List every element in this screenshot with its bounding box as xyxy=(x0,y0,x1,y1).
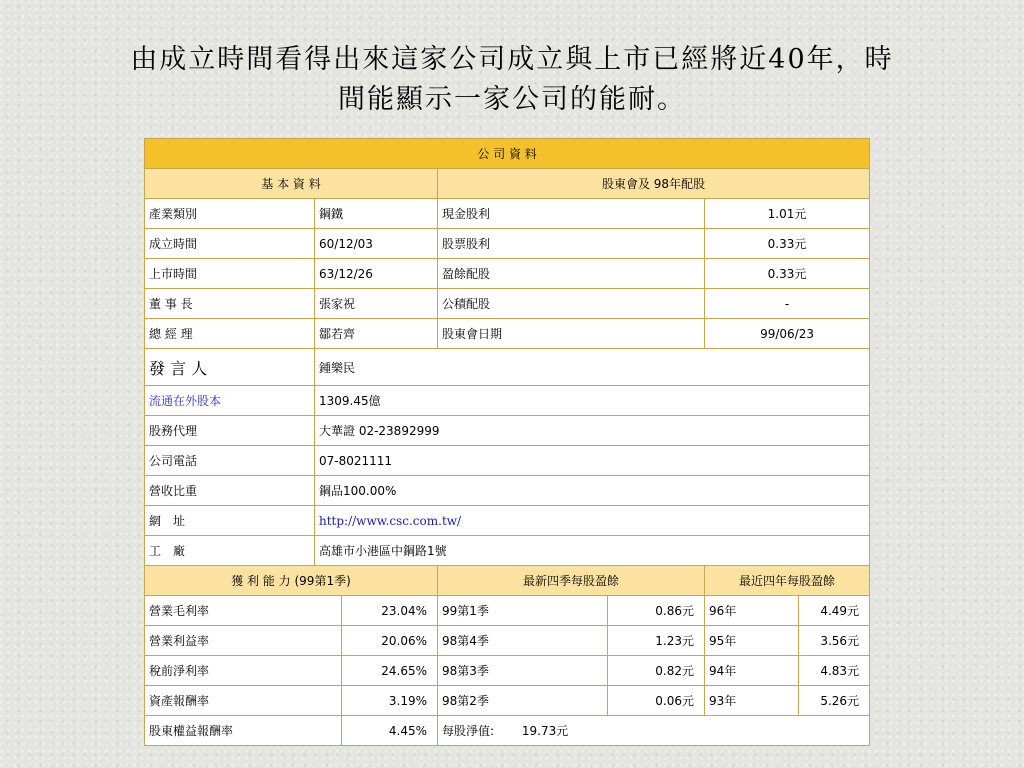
year-label: 94年 xyxy=(705,656,799,686)
basic-value: 60/12/03 xyxy=(315,229,438,259)
quarter-eps-value: 0.82元 xyxy=(608,656,705,686)
quarterly-eps-header: 最新四季每股盈餘 xyxy=(438,566,705,596)
table-row xyxy=(145,229,870,259)
phone-value: 07-8021111 xyxy=(315,446,870,476)
website-cell xyxy=(315,506,870,536)
quarter-eps-value: 0.86元 xyxy=(608,596,705,626)
table-row xyxy=(145,319,870,349)
profit-value: 23.04% xyxy=(342,596,438,626)
factory-value: 高雄市小港區中鋼路1號 xyxy=(315,536,870,566)
spokesperson-label: 發 言 人 xyxy=(145,349,315,386)
table-row xyxy=(145,289,870,319)
nav-cell xyxy=(438,716,870,746)
profit-label: 營業毛利率 xyxy=(145,596,342,626)
profitability-header: 獲 利 能 力 (99第1季) xyxy=(145,566,438,596)
dividend-value: 99/06/23 xyxy=(705,319,870,349)
revenue-mix-value: 鋼品100.00% xyxy=(315,476,870,506)
dividend-label: 盈餘配股 xyxy=(438,259,705,289)
spokesperson-value: 鍾樂民 xyxy=(315,349,870,386)
table-row xyxy=(145,349,870,386)
table-row xyxy=(145,506,870,536)
basic-info-header: 基 本 資 料 xyxy=(145,169,438,199)
table-row xyxy=(145,656,870,686)
table-row xyxy=(145,446,870,476)
quarter-label: 98第3季 xyxy=(438,656,608,686)
dividend-header: 股東會及 98年配股 xyxy=(438,169,870,199)
basic-label: 上市時間 xyxy=(145,259,315,289)
company-data-table xyxy=(144,138,870,746)
profit-value: 24.65% xyxy=(342,656,438,686)
dividend-label: 股東會日期 xyxy=(438,319,705,349)
profit-value: 4.45% xyxy=(342,716,438,746)
basic-label: 成立時間 xyxy=(145,229,315,259)
basic-label: 產業類別 xyxy=(145,199,315,229)
dividend-value: - xyxy=(705,289,870,319)
revenue-mix-label: 營收比重 xyxy=(145,476,315,506)
table-row xyxy=(145,416,870,446)
website-label: 網 址 xyxy=(145,506,315,536)
factory-label: 工 廠 xyxy=(145,536,315,566)
table-row xyxy=(145,476,870,506)
profit-value: 3.19% xyxy=(342,686,438,716)
profit-label: 稅前淨利率 xyxy=(145,656,342,686)
table-row xyxy=(145,596,870,626)
table-row xyxy=(145,199,870,229)
table-row xyxy=(145,259,870,289)
outstanding-shares-value: 1309.45億 xyxy=(315,386,870,416)
title-line-2: 間能顯示一家公司的能耐。 xyxy=(338,84,686,115)
year-eps-value: 5.26元 xyxy=(799,686,870,716)
quarter-eps-value: 1.23元 xyxy=(608,626,705,656)
table-row xyxy=(145,716,870,746)
year-eps-value: 3.56元 xyxy=(799,626,870,656)
year-label: 93年 xyxy=(705,686,799,716)
table-row xyxy=(145,686,870,716)
outstanding-shares-link[interactable]: 流通在外股本 xyxy=(145,386,315,416)
basic-value: 鄒若齊 xyxy=(315,319,438,349)
profit-value: 20.06% xyxy=(342,626,438,656)
basic-value: 鋼鐵 xyxy=(315,199,438,229)
dividend-label: 現金股利 xyxy=(438,199,705,229)
nav-value: 19.73元 xyxy=(521,724,569,738)
quarter-label: 99第1季 xyxy=(438,596,608,626)
year-eps-value: 4.49元 xyxy=(799,596,870,626)
section-header-row xyxy=(145,169,870,199)
year-eps-value: 4.83元 xyxy=(799,656,870,686)
stock-agent-label: 股務代理 xyxy=(145,416,315,446)
dividend-label: 股票股利 xyxy=(438,229,705,259)
profit-label: 營業利益率 xyxy=(145,626,342,656)
phone-label: 公司電話 xyxy=(145,446,315,476)
slide-title xyxy=(40,40,984,120)
dividend-label: 公積配股 xyxy=(438,289,705,319)
year-label: 96年 xyxy=(705,596,799,626)
company-data-header: 公 司 資 料 xyxy=(145,139,870,169)
dividend-value: 0.33元 xyxy=(705,259,870,289)
table-title-row xyxy=(145,139,870,169)
dividend-value: 1.01元 xyxy=(705,199,870,229)
table-row xyxy=(145,536,870,566)
quarter-eps-value: 0.06元 xyxy=(608,686,705,716)
stock-agent-value: 大華證 02-23892999 xyxy=(315,416,870,446)
website-link[interactable]: http://www.csc.com.tw/ xyxy=(319,513,462,528)
profit-label: 資產報酬率 xyxy=(145,686,342,716)
title-line-1: 由成立時間看得出來這家公司成立與上市已經將近40年，時 xyxy=(130,44,894,75)
table-row xyxy=(145,626,870,656)
quarter-label: 98第2季 xyxy=(438,686,608,716)
basic-label: 董 事 長 xyxy=(145,289,315,319)
section-header-row xyxy=(145,566,870,596)
year-label: 95年 xyxy=(705,626,799,656)
company-data-table-wrap xyxy=(144,138,869,746)
basic-value: 張家祝 xyxy=(315,289,438,319)
basic-label: 總 經 理 xyxy=(145,319,315,349)
profit-label: 股東權益報酬率 xyxy=(145,716,342,746)
dividend-value: 0.33元 xyxy=(705,229,870,259)
basic-value: 63/12/26 xyxy=(315,259,438,289)
nav-label: 每股淨值: xyxy=(442,724,495,738)
yearly-eps-header: 最近四年每股盈餘 xyxy=(705,566,870,596)
table-row xyxy=(145,386,870,416)
quarter-label: 98第4季 xyxy=(438,626,608,656)
